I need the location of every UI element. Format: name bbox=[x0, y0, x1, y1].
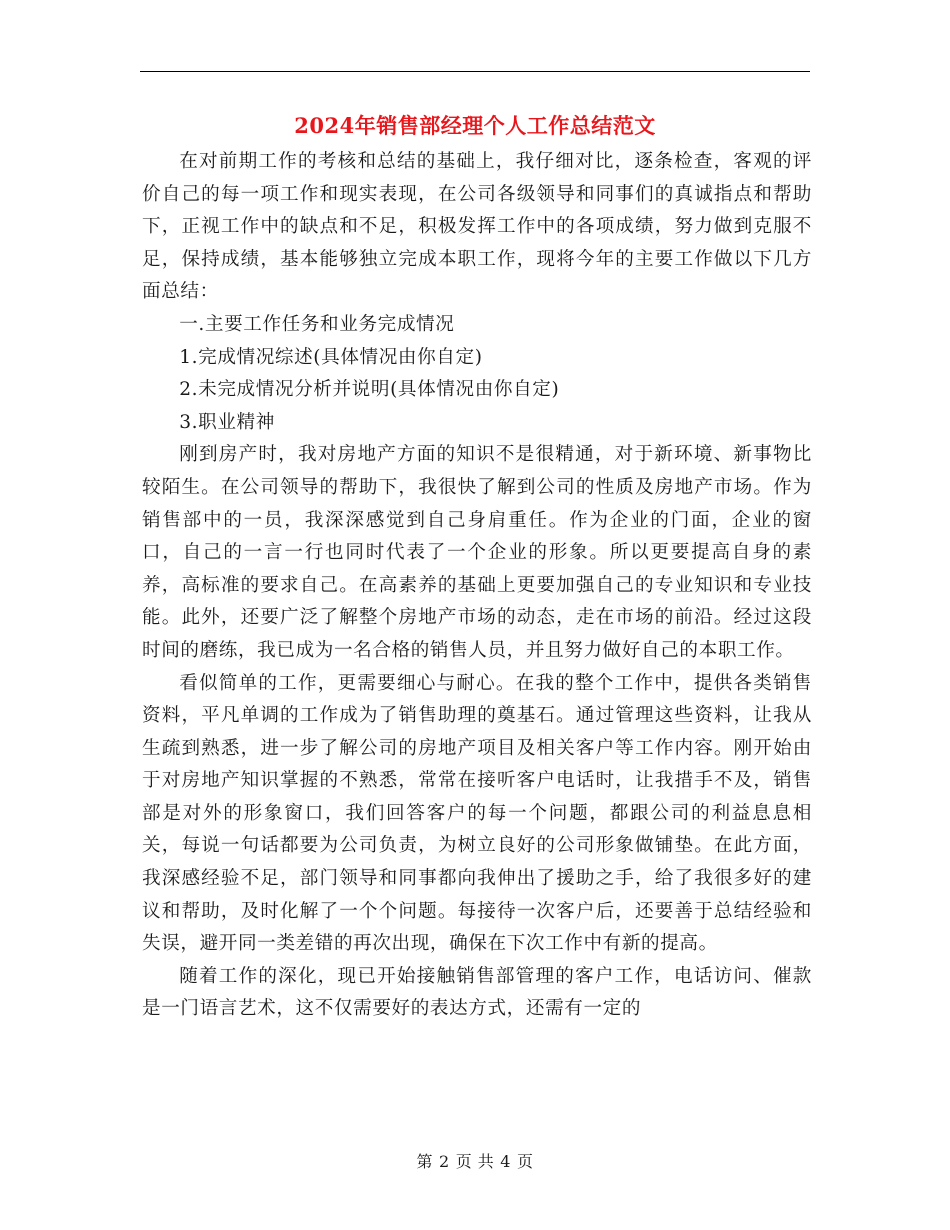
page-number-current: 2 bbox=[439, 1152, 450, 1171]
header-rule bbox=[140, 71, 810, 72]
document-body bbox=[142, 146, 812, 1026]
page-footer-suffix: 页 bbox=[516, 1152, 534, 1171]
paragraph: 看似简单的工作，更需要细心与耐心。在我的整个工作中，提供各类销售资料，平凡单调的工作成为了销售助理的奠基石。通过管理这些资料，让我从生疏到熟悉，进一步了解公司的房地产项目及相关客户等工作内容。刚开始由于对房地产知识掌握的不熟悉，常常在接听客户电话时，让我措手不及，销售部是对外的形象窗口，我们回答客户的每一个问题，都跟公司的利益息息相关，每说一句话都要为公司负责，为树立良好的公司形象做铺垫。在此方面，我深感经验不足，部门领导和同事都向我伸出了援助之手，给了我很多好的建议和帮助，及时化解了一个个问题。每接待一次客户后，还要善于总结经验和失误，避开同一类差错的再次出现，确保在下次工作中有新的提高。 bbox=[142, 672, 812, 955]
list-item: 3.职业精神 bbox=[179, 411, 275, 433]
paragraph-intro: 在对前期工作的考核和总结的基础上，我仔细对比，逐条检查，客观的评价自己的每一项工作和现实表现，在公司各级领导和同事们的真诚指点和帮助下，正视工作中的缺点和不足，积极发挥工作中的各项成绩，努力做到克服不足，保持成绩，基本能够独立完成本职工作，现将今年的主要工作做以下几方面总结： bbox=[142, 151, 812, 303]
paragraph: 刚到房产时，我对房地产方面的知识不是很精通，对于新环境、新事物比较陌生。在公司领导的帮助下，我很快了解到公司的性质及房地产市场。作为销售部中的一员，我深深感觉到自己身肩重任。作为企业的门面，企业的窗口，自己的一言一行也同时代表了一个企业的形象。所以更要提高自身的素养，高标准的要求自己。在高素养的基础上更要加强自己的专业知识和专业技能。此外，还要广泛了解整个房地产市场的动态，走在市场的前沿。经过这段时间的磨练，我已成为一名合格的销售人员，并且努力做好自己的本职工作。 bbox=[142, 444, 812, 661]
list-item: 1.完成情况综述(具体情况由你自定) bbox=[179, 346, 483, 368]
list-item: 2.未完成情况分析并说明(具体情况由你自定) bbox=[179, 379, 560, 401]
paragraph: 随着工作的深化，现已开始接触销售部管理的客户工作，电话访问、催款是一门语言艺术，这不仅需要好的表达方式，还需有一定的 bbox=[142, 965, 812, 1020]
page-footer-middle: 页 共 bbox=[455, 1152, 495, 1171]
page-footer bbox=[0, 1150, 950, 1174]
document-title: 2024年销售部经理个人工作总结范文 bbox=[294, 113, 656, 138]
page-number-total: 4 bbox=[500, 1152, 511, 1171]
section-heading: 一.主要工作任务和业务完成情况 bbox=[179, 313, 455, 335]
page-footer-prefix: 第 bbox=[416, 1152, 434, 1171]
